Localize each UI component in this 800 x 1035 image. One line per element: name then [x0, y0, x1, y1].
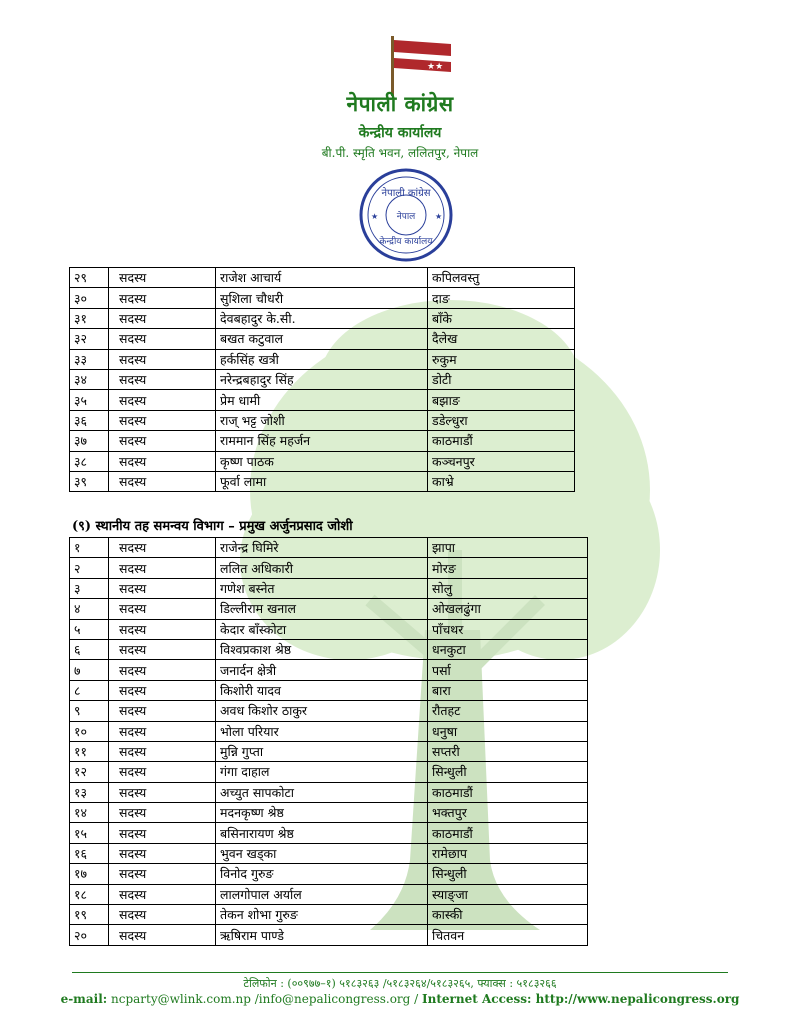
office-seal-stamp [357, 166, 455, 264]
member-name-cell: विश्वप्रकाश श्रेष्ठ [216, 639, 428, 659]
table-row [70, 721, 588, 741]
member-name-cell: गंगा दाहाल [216, 762, 428, 782]
serial-number-cell: ६ [70, 639, 109, 659]
footer-phone: टेलिफोन : (००९७७–१) ५१८३२६३ /५१८३२६४/५१८३२६५, फ्याक्स : ५१८३२६६ [243, 977, 557, 990]
members-table-continued [69, 267, 575, 492]
role-cell: सदस्य [109, 431, 216, 451]
office-address: बी.पी. स्मृति भवन, ललितपुर, नेपाल [321, 146, 479, 160]
serial-number-cell: ३४ [70, 369, 109, 389]
table-row [70, 680, 588, 700]
member-name-cell: प्रेम धामी [216, 390, 428, 410]
member-name-cell: भोला परियार [216, 721, 428, 741]
role-cell: सदस्य [109, 619, 216, 639]
table-row [70, 619, 588, 639]
role-cell: सदस्य [109, 905, 216, 925]
role-cell: सदस्य [109, 599, 216, 619]
district-cell: रामेछाप [428, 843, 588, 863]
table-row [70, 268, 575, 288]
svg-text:★: ★ [371, 212, 379, 221]
member-name-cell: ऋषिराम पाण्डे [216, 925, 428, 945]
table-row [70, 884, 588, 904]
member-name-cell: डिल्लीराम खनाल [216, 599, 428, 619]
role-cell: सदस्य [109, 471, 216, 491]
role-cell: सदस्य [109, 803, 216, 823]
table-row [70, 660, 588, 680]
serial-number-cell: २० [70, 925, 109, 945]
serial-number-cell: १० [70, 721, 109, 741]
role-cell: सदस्य [109, 451, 216, 471]
member-name-cell: हर्कसिंह खत्री [216, 349, 428, 369]
member-name-cell: अवध किशोर ठाकुर [216, 701, 428, 721]
role-cell: सदस्य [109, 329, 216, 349]
serial-number-cell: ३० [70, 288, 109, 308]
table-row [70, 308, 575, 328]
serial-number-cell: ३१ [70, 308, 109, 328]
member-name-cell: तेकन शोभा गुरुङ [216, 905, 428, 925]
role-cell: सदस्य [109, 660, 216, 680]
district-cell: डोटी [428, 369, 575, 389]
district-cell: रौतहट [428, 701, 588, 721]
role-cell: सदस्य [109, 268, 216, 288]
member-name-cell: मदनकृष्ण श्रेष्ठ [216, 803, 428, 823]
member-name-cell: सुशिला चौधरी [216, 288, 428, 308]
member-name-cell: ललित अधिकारी [216, 558, 428, 578]
serial-number-cell: १२ [70, 762, 109, 782]
member-name-cell: बसिनारायण श्रेष्ठ [216, 823, 428, 843]
role-cell: सदस्य [109, 349, 216, 369]
role-cell: सदस्य [109, 925, 216, 945]
role-cell: सदस्य [109, 721, 216, 741]
role-cell: सदस्य [109, 823, 216, 843]
svg-text:★★: ★★ [427, 62, 444, 72]
role-cell: सदस्य [109, 843, 216, 863]
table-row [70, 864, 588, 884]
table-row [70, 701, 588, 721]
serial-number-cell: ४ [70, 599, 109, 619]
table-row [70, 451, 575, 471]
member-name-cell: देवबहादुर के.सी. [216, 308, 428, 328]
footer-separator: / [410, 992, 423, 1006]
serial-number-cell: ५ [70, 619, 109, 639]
seal-bottom-text: केन्द्रीय कार्यालय [379, 237, 433, 247]
seal-center-text: नेपाल [396, 212, 416, 222]
member-name-cell: राममान सिंह महर्जन [216, 431, 428, 451]
role-cell: सदस्य [109, 369, 216, 389]
role-cell: सदस्य [109, 390, 216, 410]
district-cell: धनकुटा [428, 639, 588, 659]
district-cell: बाँके [428, 308, 575, 328]
member-name-cell: जनार्दन क्षेत्री [216, 660, 428, 680]
table-row [70, 329, 575, 349]
role-cell: सदस्य [109, 308, 216, 328]
table-row [70, 349, 575, 369]
district-cell: डडेल्धुरा [428, 410, 575, 430]
party-flag-logo [389, 36, 453, 96]
role-cell: सदस्य [109, 884, 216, 904]
serial-number-cell: ३६ [70, 410, 109, 430]
district-cell: मोरङ [428, 558, 588, 578]
member-name-cell: कृष्ण पाठक [216, 451, 428, 471]
role-cell: सदस्य [109, 762, 216, 782]
member-name-cell: राजेश आचार्य [216, 268, 428, 288]
serial-number-cell: ८ [70, 680, 109, 700]
serial-number-cell: ३८ [70, 451, 109, 471]
member-name-cell: मुन्नि गुप्ता [216, 741, 428, 761]
table-row [70, 762, 588, 782]
serial-number-cell: १९ [70, 905, 109, 925]
email-value[interactable]: ncparty@wlink.com.np /info@nepalicongress.org [107, 992, 411, 1006]
district-cell: स्याङ्जा [428, 884, 588, 904]
district-cell: कपिलवस्तु [428, 268, 575, 288]
table-row [70, 288, 575, 308]
table-row [70, 843, 588, 863]
serial-number-cell: १४ [70, 803, 109, 823]
table-row [70, 925, 588, 945]
member-name-cell: फूर्वा लामा [216, 471, 428, 491]
table-row [70, 578, 588, 598]
district-cell: कास्की [428, 905, 588, 925]
serial-number-cell: १५ [70, 823, 109, 843]
district-cell: काठमाडौं [428, 823, 588, 843]
serial-number-cell: १३ [70, 782, 109, 802]
table-row [70, 431, 575, 451]
role-cell: सदस्य [109, 410, 216, 430]
serial-number-cell: १७ [70, 864, 109, 884]
serial-number-cell: ३२ [70, 329, 109, 349]
district-cell: सप्तरी [428, 741, 588, 761]
role-cell: सदस्य [109, 680, 216, 700]
table-row [70, 782, 588, 802]
district-cell: बारा [428, 680, 588, 700]
serial-number-cell: ७ [70, 660, 109, 680]
district-cell: दैलेख [428, 329, 575, 349]
serial-number-cell: ३७ [70, 431, 109, 451]
serial-number-cell: ३३ [70, 349, 109, 369]
footer-contact [60, 992, 740, 1006]
member-name-cell: अच्युत सापकोटा [216, 782, 428, 802]
member-name-cell: किशोरी यादव [216, 680, 428, 700]
role-cell: सदस्य [109, 864, 216, 884]
serial-number-cell: १ [70, 538, 109, 558]
table-row [70, 599, 588, 619]
svg-text:★: ★ [435, 212, 443, 221]
table-row [70, 558, 588, 578]
serial-number-cell: १६ [70, 843, 109, 863]
serial-number-cell: ११ [70, 741, 109, 761]
role-cell: सदस्य [109, 538, 216, 558]
serial-number-cell: ३९ [70, 471, 109, 491]
district-cell: सिन्धुली [428, 762, 588, 782]
member-name-cell: भुवन खड्का [216, 843, 428, 863]
table-row [70, 823, 588, 843]
serial-number-cell: ३५ [70, 390, 109, 410]
serial-number-cell: १८ [70, 884, 109, 904]
district-cell: रुकुम [428, 349, 575, 369]
table-row [70, 410, 575, 430]
role-cell: सदस्य [109, 639, 216, 659]
table-row [70, 369, 575, 389]
member-name-cell: केदार बाँस्कोटा [216, 619, 428, 639]
member-name-cell: नरेन्द्रबहादुर सिंह [216, 369, 428, 389]
district-cell: पर्सा [428, 660, 588, 680]
role-cell: सदस्य [109, 701, 216, 721]
serial-number-cell: २ [70, 558, 109, 578]
member-name-cell: लालगोपाल अर्याल [216, 884, 428, 904]
table-row [70, 538, 588, 558]
serial-number-cell: ३ [70, 578, 109, 598]
role-cell: सदस्य [109, 782, 216, 802]
district-cell: दाङ [428, 288, 575, 308]
member-name-cell: राज् भट्ट जोशी [216, 410, 428, 430]
table-row [70, 905, 588, 925]
district-cell: कञ्चनपुर [428, 451, 575, 471]
district-cell: बझाङ [428, 390, 575, 410]
table-row [70, 741, 588, 761]
table-row [70, 471, 575, 491]
district-cell: सोलु [428, 578, 588, 598]
serial-number-cell: ९ [70, 701, 109, 721]
role-cell: सदस्य [109, 288, 216, 308]
email-label: e-mail: [60, 992, 108, 1006]
member-name-cell: बखत कटुवाल [216, 329, 428, 349]
office-name: केन्द्रीय कार्यालय [358, 125, 442, 141]
district-cell: काठमाडौं [428, 782, 588, 802]
local-coordination-members-table [69, 537, 588, 946]
serial-number-cell: २९ [70, 268, 109, 288]
member-name-cell: राजेन्द्र घिमिरे [216, 538, 428, 558]
table-row [70, 639, 588, 659]
district-cell: पाँचथर [428, 619, 588, 639]
role-cell: सदस्य [109, 558, 216, 578]
district-cell: काभ्रे [428, 471, 575, 491]
member-name-cell: विनोद गुरुङ [216, 864, 428, 884]
section-heading: (९) स्थानीय तह समन्वय विभाग – प्रमुख अर्जुनप्रसाद जोशी [72, 519, 353, 534]
district-cell: ओखलढुंगा [428, 599, 588, 619]
member-name-cell: गणेश बस्नेत [216, 578, 428, 598]
seal-top-text: नेपाली कांग्रेस [381, 188, 431, 199]
table-row [70, 390, 575, 410]
district-cell: झापा [428, 538, 588, 558]
org-name: नेपाली कांग्रेस [346, 91, 454, 116]
district-cell: चितवन [428, 925, 588, 945]
footer-divider [72, 972, 728, 973]
role-cell: सदस्य [109, 741, 216, 761]
district-cell: धनुषा [428, 721, 588, 741]
website-link[interactable]: Internet Access: http://www.nepalicongress.org [422, 992, 740, 1006]
svg-text:★: ★ [433, 55, 440, 63]
district-cell: भक्तपुर [428, 803, 588, 823]
role-cell: सदस्य [109, 578, 216, 598]
district-cell: सिन्धुली [428, 864, 588, 884]
table-row [70, 803, 588, 823]
district-cell: काठमाडौं [428, 431, 575, 451]
